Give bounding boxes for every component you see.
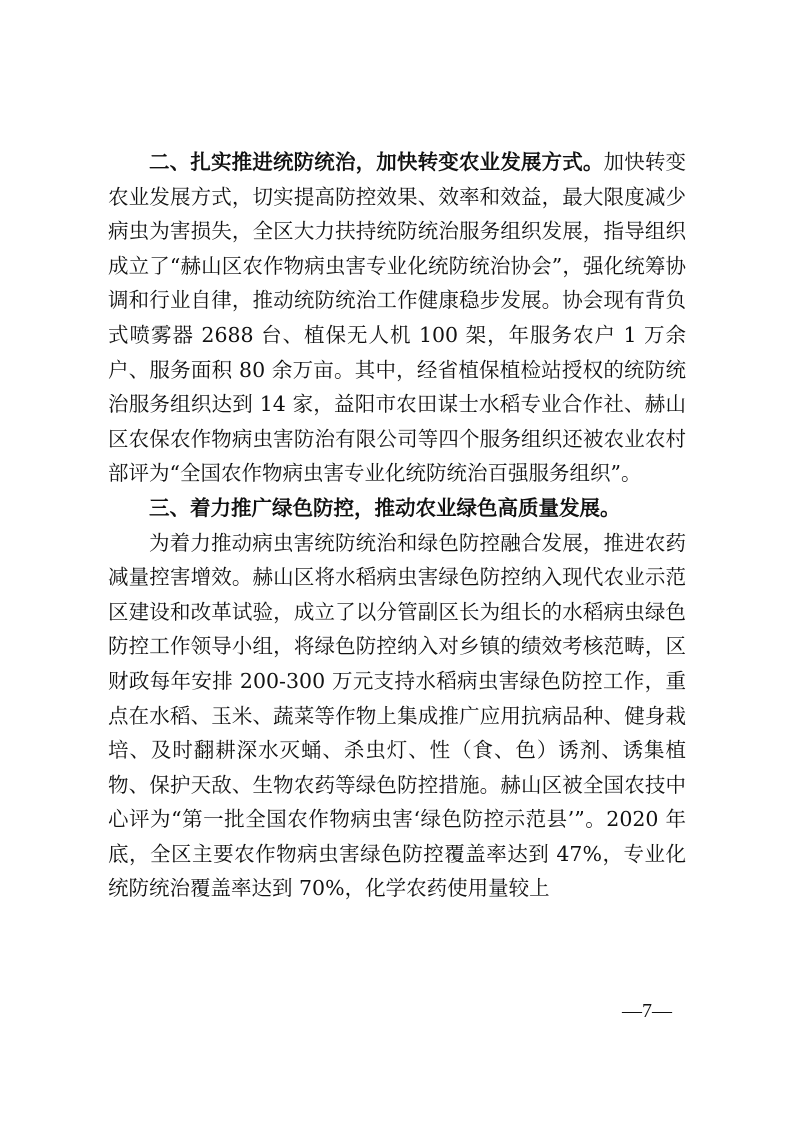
section-3-paragraph: [108, 526, 686, 907]
section-2-body: 加快转变农业发展方式，切实提高防控效果、效率和效益，最大限度减少病虫为害损失，全区大力扶持统防统治服务组织发展，指导组织成立了“赫山区农作物病虫害专业化统防统治协会”，强化统筹协调和行业自律，推动统防统治工作健康稳步发展。协会现有背负式喷雾器 2688 台、植保无人机 100 架，年服务农户 1 万余户、服务面积 80 余万亩。其中，经省植保植检站授权的统防统治服务组织达到 14 家，益阳市农田谋士水稻专业合作社、赫山区农保农作物病虫害防治有限公司等四个服务组织还被农业农村部评为“全国农作物病虫害专业化统防统治百强服务组织”。: [108, 150, 687, 486]
page-number: —7—: [622, 1000, 672, 1022]
section-3-heading: 三、着力推广绿色防控，推动农业绿色高质量发展。: [149, 495, 621, 520]
document-body: [108, 145, 686, 906]
section-2-heading: 二、扎实推进统防统治，加快转变农业发展方式。: [149, 150, 604, 174]
section-3-body: 为着力推动病虫害统防统治和绿色防控融合发展，推进农药减量控害增效。赫山区将水稻病虫害绿色防控纳入现代农业示范区建设和改革试验，成立了以分管副区长为组长的水稻病虫绿色防控工作领导小组，将绿色防控纳入对乡镇的绩效考核范畴，区财政每年安排 200-300 万元支持水稻病虫害绿色防控工作，重点在水稻、玉米、蔬菜等作物上集成推广应用抗病品种、健身栽培、及时翻耕深水灭蛹、杀虫灯、性（食、色）诱剂、诱集植物、保护天敌、生物农药等绿色防控措施。赫山区被全国农技中心评为“第一批全国农作物病虫害‘绿色防控示范县’”。2020 年底，全区主要农作物病虫害绿色防控覆盖率达到 47%，专业化统防统治覆盖率达到 70%，化学农药使用量较上: [108, 530, 686, 901]
section-2-paragraph: [108, 145, 686, 491]
